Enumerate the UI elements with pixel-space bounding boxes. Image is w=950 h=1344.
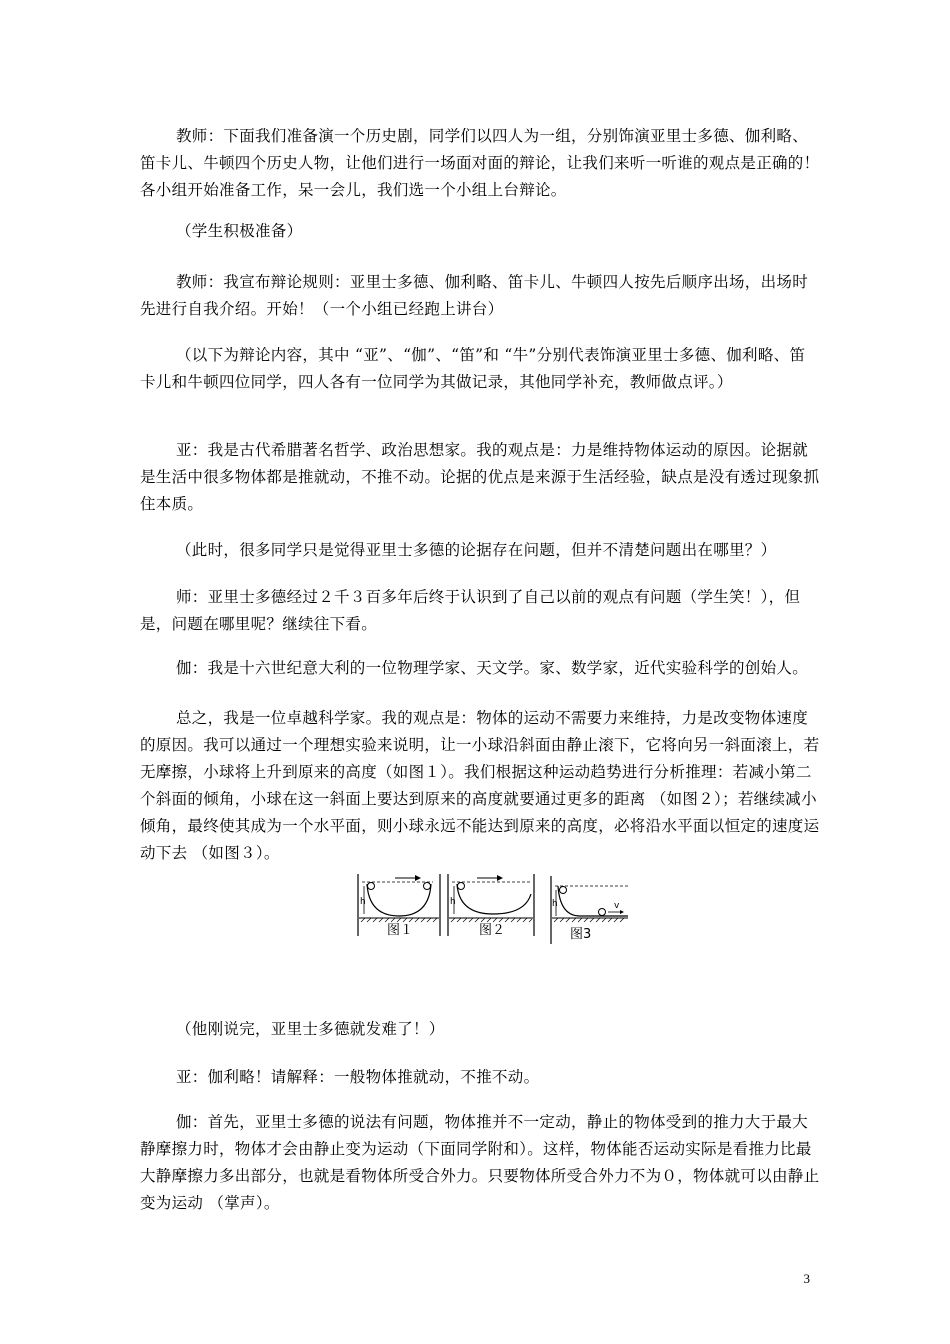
paragraph-galileo-view: 总之，我是一位卓越科学家。我的观点是：物体的运动不需要力来维持，力是改变物体速度的原因。我可以通过一个理想实验来说明，让一小球沿斜面由静止滚下，它将向另一斜面滚上，若无摩擦，小球将上升到原来的高度（如图１）。我们根据这种运动趋势进行分析推理：若减小第二个斜面的倾角，小球在这一斜面上要达到原来的高度就要通过更多的距离 （如图２）；若继续减小倾角，最终使其成为一个水平面，则小球永远不能达到原来的高度，必将沿水平面以恒定的速度运动下去 （如图３）。 [140,709,820,862]
figure-1-caption: 图１ [387,923,414,938]
height-label: h [450,897,456,907]
paragraph-debate-note: （以下为辩论内容，其中 “亚”、“伽”、“笛”和 “牛”分别代表饰演亚里士多德、伽利略、笛卡儿和牛顿四位同学，四人各有一位同学为其做记录，其他同学补充，教师做点评。） [140,346,806,391]
figure-3 [550,872,630,952]
paragraph-rules: 教师：我宣布辩论规则：亚里士多德、伽利略、笛卡儿、牛顿四人按先后顺序出场，出场时先进行自我介绍。开始！（一个小组已经跑上讲台） [140,273,809,318]
paragraph-aristotle-intro: 亚：我是古代希腊著名哲学、政治思想家。我的观点是：力是维持物体运动的原因。论据就是生活中很多物体都是推就动，不推不动。论据的优点是来源于生活经验，缺点是没有透过现象抓住本质。 [140,441,820,513]
figure-2-caption: 图２ [479,923,506,938]
figure-1 [357,872,441,942]
figure-2 [447,872,535,942]
figure-3-caption: 图3 [570,927,592,942]
paragraph-teacher-comment: 师：亚里士多德经过２千３百多年后终于认识到了自己以前的观点有问题（学生笑！），但是，问题在哪里呢？继续往下看。 [140,588,801,633]
paragraph-students-doubt: （此时，很多同学只是觉得亚里士多德的论据存在问题，但并不清楚问题出在哪里？） [176,541,777,559]
paragraph-aristotle-challenge: （他刚说完，亚里士多德就发难了！） [176,1020,445,1038]
paragraph-students-prepare: （学生积极准备） [176,222,303,240]
paragraph-aristotle-question: 亚：伽利略！请解释：一般物体推就动，不推不动。 [176,1068,540,1086]
page-number: 3 [803,1271,810,1286]
velocity-label: v [614,901,620,911]
paragraph-galileo-answer: 伽：首先，亚里士多德的说法有问题，物体推并不一定动，静止的物体受到的推力大于最大静摩擦力时，物体才会由静止变为运动（下面同学附和）。这样，物体能否运动实际是看推力比最大静摩擦力多出部分，也就是看物体所受合外力。只要物体所受合外力不为０，物体就可以由静止变为运动 （掌声）。 [140,1113,820,1212]
paragraph-galileo-intro: 伽：我是十六世纪意大利的一位物理学家、天文学。家、数学家，近代实验科学的创始人。 [176,659,809,677]
height-label: h [360,897,366,907]
paragraph-teacher-intro: 教师：下面我们准备演一个历史剧，同学们以四人为一组，分别饰演亚里士多德、伽利略、笛卡儿、牛顿四个历史人物，让他们进行一场面对面的辩论，让我们来听一听谁的观点是正确的！各小组开始准备工作，呆一会儿，我们选一个小组上台辩论。 [140,127,820,199]
height-label: h [552,899,558,909]
